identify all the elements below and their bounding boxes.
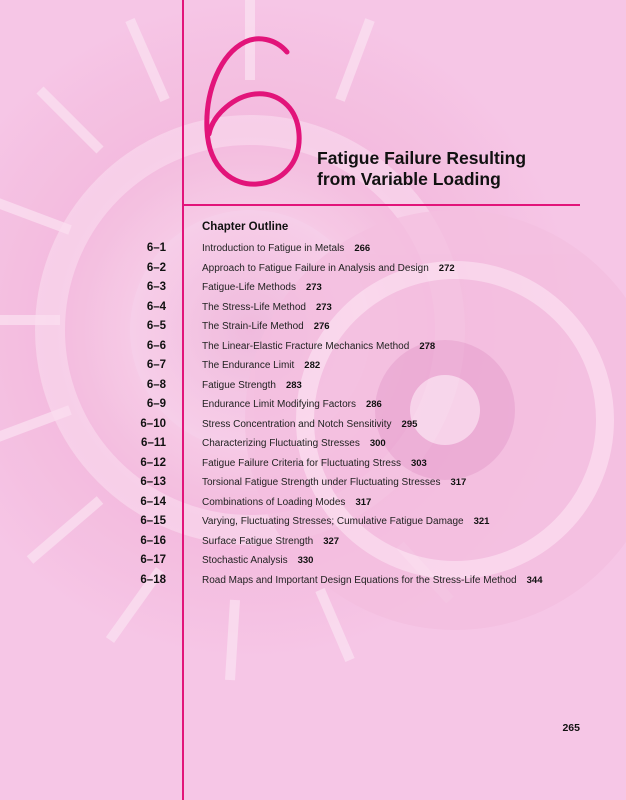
outline-item bbox=[0, 337, 626, 357]
section-entry bbox=[202, 278, 322, 298]
section-entry bbox=[202, 512, 489, 532]
section-number: 6–13 bbox=[140, 476, 166, 488]
section-page: 321 bbox=[473, 516, 490, 527]
section-number: 6–1 bbox=[146, 242, 166, 254]
outline-heading: Chapter Outline bbox=[202, 221, 289, 233]
outline-item bbox=[0, 298, 626, 318]
outline-item bbox=[0, 395, 626, 415]
section-title: Introduction to Fatigue in Metals bbox=[202, 243, 345, 254]
section-entry bbox=[202, 317, 330, 337]
section-page: 283 bbox=[285, 379, 302, 391]
section-title: The Strain-Life Method bbox=[202, 321, 304, 332]
outline-item bbox=[0, 259, 626, 279]
outline-list bbox=[0, 239, 626, 590]
outline-item bbox=[0, 278, 626, 298]
section-entry bbox=[202, 493, 371, 513]
section-page: 303 bbox=[410, 457, 427, 469]
outline-item bbox=[0, 473, 626, 493]
section-title: The Endurance Limit bbox=[202, 360, 295, 371]
section-number: 6–6 bbox=[146, 339, 166, 352]
section-number: 6–8 bbox=[146, 378, 166, 391]
section-number: 6–5 bbox=[146, 320, 166, 332]
section-title: Fatigue-Life Methods bbox=[202, 282, 296, 293]
outline-item bbox=[0, 454, 626, 474]
section-entry bbox=[202, 376, 302, 396]
section-page: 327 bbox=[323, 535, 340, 547]
chapter-number-graphic bbox=[195, 30, 315, 190]
chapter-title-line-1: Fatigue Failure Resulting bbox=[317, 148, 527, 168]
section-title: Approach to Fatigue Failure in Analysis and Design bbox=[202, 262, 429, 274]
section-entry bbox=[202, 434, 386, 454]
section-entry bbox=[202, 259, 455, 279]
section-entry bbox=[202, 415, 417, 435]
section-number: 6–15 bbox=[140, 515, 166, 527]
chapter-title-line-2: from Variable Loading bbox=[317, 169, 501, 189]
section-entry bbox=[202, 571, 542, 591]
section-page: 330 bbox=[297, 555, 314, 566]
section-number: 6–7 bbox=[146, 359, 166, 371]
section-title: Torsional Fatigue Strength under Fluctuating Stresses bbox=[202, 477, 441, 488]
section-entry bbox=[202, 454, 427, 474]
page-number: 265 bbox=[562, 722, 580, 734]
section-entry bbox=[202, 298, 332, 318]
section-page: 344 bbox=[526, 574, 543, 586]
section-title: Surface Fatigue Strength bbox=[202, 535, 314, 547]
outline-item bbox=[0, 356, 626, 376]
section-number: 6–18 bbox=[140, 573, 166, 586]
section-title: Characterizing Fluctuating Stresses bbox=[202, 438, 360, 449]
section-number: 6–16 bbox=[140, 534, 166, 547]
outline-item bbox=[0, 376, 626, 396]
section-entry bbox=[202, 395, 382, 415]
section-page: 282 bbox=[304, 360, 321, 371]
section-title: Road Maps and Important Design Equations for the Stress-Life Method bbox=[202, 574, 517, 586]
section-page: 276 bbox=[313, 321, 330, 332]
section-number: 6–10 bbox=[140, 417, 166, 430]
section-page: 286 bbox=[365, 399, 382, 410]
chapter-title bbox=[317, 148, 526, 190]
outline-item bbox=[0, 532, 626, 552]
section-page: 295 bbox=[401, 418, 418, 430]
section-page: 272 bbox=[438, 262, 455, 274]
section-title: Fatigue Failure Criteria for Fluctuating Stress bbox=[202, 457, 401, 469]
section-page: 317 bbox=[450, 477, 467, 488]
section-title: Fatigue Strength bbox=[202, 379, 276, 391]
outline-item bbox=[0, 317, 626, 337]
section-title: The Linear-Elastic Fracture Mechanics Method bbox=[202, 340, 410, 352]
section-entry bbox=[202, 473, 466, 493]
section-entry bbox=[202, 551, 313, 571]
outline-item bbox=[0, 551, 626, 571]
section-entry bbox=[202, 532, 339, 552]
section-number: 6–14 bbox=[140, 495, 166, 508]
outline-item bbox=[0, 239, 626, 259]
outline-item bbox=[0, 415, 626, 435]
outline-item bbox=[0, 512, 626, 532]
section-number: 6–9 bbox=[146, 398, 166, 410]
section-number: 6–2 bbox=[146, 261, 166, 274]
section-page: 273 bbox=[305, 282, 322, 293]
section-number: 6–3 bbox=[146, 281, 166, 293]
section-entry bbox=[202, 356, 320, 376]
outline-item bbox=[0, 493, 626, 513]
horizontal-rule bbox=[182, 204, 580, 206]
section-entry bbox=[202, 239, 370, 259]
section-title: Combinations of Loading Modes bbox=[202, 496, 346, 508]
section-title: Endurance Limit Modifying Factors bbox=[202, 399, 356, 410]
section-page: 317 bbox=[355, 496, 372, 508]
section-number: 6–4 bbox=[146, 300, 166, 313]
section-page: 266 bbox=[354, 243, 371, 254]
section-number: 6–11 bbox=[141, 437, 166, 449]
section-number: 6–17 bbox=[140, 554, 166, 566]
section-title: The Stress-Life Method bbox=[202, 301, 306, 313]
section-title: Stochastic Analysis bbox=[202, 555, 288, 566]
section-title: Stress Concentration and Notch Sensitivity bbox=[202, 418, 392, 430]
outline-item bbox=[0, 571, 626, 591]
section-page: 273 bbox=[315, 301, 332, 313]
section-title: Varying, Fluctuating Stresses; Cumulative Fatigue Damage bbox=[202, 516, 464, 527]
section-page: 278 bbox=[419, 340, 436, 352]
section-number: 6–12 bbox=[140, 456, 166, 469]
section-page: 300 bbox=[369, 438, 386, 449]
outline-item bbox=[0, 434, 626, 454]
section-entry bbox=[202, 337, 435, 357]
